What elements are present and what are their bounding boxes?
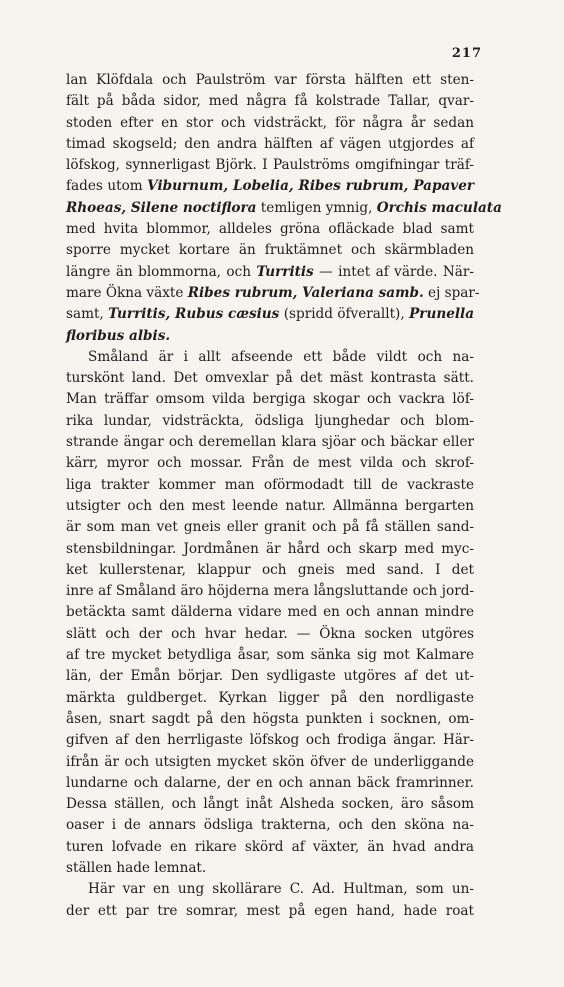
text-segment: temligen ymnig,	[256, 199, 377, 216]
text-line	[66, 581, 474, 602]
text-segment: der ett par tre somrar, mest på egen hand, hade roat	[66, 902, 474, 919]
text-line	[66, 709, 474, 730]
text-segment: gifven af den herrligaste löfskog och frodiga ängar. Här-	[66, 732, 474, 749]
text-segment: turskönt land. Det omvexlar på det mäst kontrasta sätt.	[66, 370, 474, 387]
text-segment: utsigter och den mest leende natur. Allmänna bergarten	[66, 497, 474, 514]
text-segment: ej spar-	[423, 284, 480, 301]
text-line	[66, 155, 474, 176]
text-line	[66, 326, 474, 347]
text-segment: kärr, myror och mossar. Från de mest vilda och skrof-	[66, 455, 474, 472]
text-segment: märkta guldberget. Kyrkan ligger på den nordligaste	[66, 689, 474, 706]
text-line	[66, 602, 474, 623]
text-segment: Man träffar omsom vilda bergiga skogar och vackra löf-	[66, 391, 474, 408]
text-line	[66, 219, 474, 240]
text-segment: ket kullerstenar, klappur och gneis med sand. I det	[66, 561, 474, 578]
text-line	[66, 389, 474, 410]
text-segment: mare Ökna växte	[66, 284, 188, 301]
text-segment: fält på båda sidor, med några få kolstrade Tallar, qvar-	[66, 93, 474, 110]
text-line	[66, 176, 474, 197]
text-line	[66, 453, 474, 474]
italic-text-segment: floribus albis.	[66, 327, 171, 344]
text-line	[66, 240, 474, 261]
text-line	[66, 560, 474, 581]
italic-text-segment: Orchis maculata	[376, 199, 502, 216]
text-segment: inre af Småland äro höjderna mera långsluttande och jord-	[66, 583, 474, 600]
text-line	[66, 347, 474, 368]
text-segment: liga trakter kommer man oförmodadt till de vackraste	[66, 476, 474, 493]
text-segment: Här var en ung skollärare C. Ad. Hultman, som un-	[88, 881, 474, 898]
text-line	[66, 815, 474, 836]
text-line	[66, 645, 474, 666]
text-segment: lan Klöfdala och Paulström var första hälften ett sten-	[66, 72, 474, 88]
text-line	[66, 858, 474, 879]
text-line	[66, 539, 474, 560]
text-segment: löfskog, synnerligast Björk. I Paulströms omgifningar träf-	[66, 157, 474, 174]
text-line	[66, 113, 474, 134]
italic-text-segment: Ribes rubrum, Valeriana samb.	[187, 284, 424, 301]
text-segment: Småland är i allt afseende ett både vildt och na-	[88, 348, 474, 365]
page-number: 217	[451, 46, 482, 61]
text-line	[66, 134, 474, 155]
text-line	[66, 901, 474, 922]
text-line	[66, 666, 474, 687]
text-segment: slätt och der och hvar hedar. — Ökna socken utgöres	[66, 625, 474, 642]
text-segment: åsen, snart sagdt på den högsta punkten i socknen, om-	[66, 710, 474, 727]
italic-text-segment: Turritis, Rubus cæsius	[108, 306, 280, 323]
text-line	[66, 794, 474, 815]
text-line	[66, 198, 502, 219]
text-segment: längre än blommorna, och	[66, 263, 257, 280]
text-segment: är som man vet gneis eller granit och på få ställen sand-	[66, 519, 474, 536]
text-segment: sporre mycket kortare än fruktämnet och skärmbladen	[66, 242, 474, 259]
text-line	[66, 624, 474, 645]
text-line	[66, 730, 474, 751]
text-line	[66, 837, 474, 858]
text-segment: ställen hade lemnat.	[66, 859, 207, 876]
text-line	[66, 517, 474, 538]
text-line	[66, 475, 474, 496]
italic-text-segment: Turritis	[256, 263, 314, 280]
text-line	[66, 304, 474, 325]
text-segment: timad skogseld; den andra hälften af vägen utgjordes af	[66, 135, 474, 152]
text-line	[66, 879, 474, 900]
body-text	[66, 70, 502, 922]
text-segment: betäckta samt dälderna vidare med en och annan mindre	[66, 604, 474, 621]
text-line	[66, 91, 474, 112]
text-line	[66, 688, 474, 709]
italic-text-segment: Prunella	[409, 306, 474, 323]
text-segment: samt,	[66, 306, 109, 323]
text-segment: — intet af värde. När-	[313, 263, 474, 280]
text-line	[66, 70, 474, 91]
text-segment: oaser i de annars ödsliga trakterna, och den sköna na-	[66, 817, 474, 834]
text-segment: stoden efter en stor och vidsträckt, för några år sedan	[66, 114, 474, 131]
text-segment: (spridd öfverallt),	[279, 306, 410, 323]
text-line	[66, 432, 474, 453]
text-line	[66, 496, 474, 517]
text-line	[66, 368, 474, 389]
text-segment: stensbildningar. Jordmånen är hård och skarp med myc-	[66, 540, 474, 557]
text-line	[66, 773, 474, 794]
text-segment: fades utom	[66, 178, 148, 195]
text-segment: strande ängar och deremellan klara sjöar och bäckar eller	[66, 434, 474, 451]
text-line	[66, 411, 474, 432]
text-line	[66, 752, 474, 773]
text-segment: turen lofvade en rikare skörd af växter, än hvad andra	[66, 838, 474, 855]
text-segment: Dessa ställen, och långt inåt Alsheda socken, äro såsom	[66, 796, 474, 813]
text-segment: med hvita blommor, alldeles gröna ofläckade blad samt	[66, 221, 474, 238]
text-line	[66, 283, 480, 304]
text-line	[66, 262, 474, 283]
text-segment: lundarne och dalarne, der en och annan bäck framrinner.	[66, 774, 474, 791]
text-segment: ifrån är och utsigten mycket skön öfver de underliggande	[66, 753, 474, 770]
text-segment: län, der Emån börjar. Den sydligaste utgöres af det ut-	[66, 668, 474, 685]
italic-text-segment: Viburnum, Lobelia, Ribes rubrum, Papaver	[147, 178, 475, 195]
italic-text-segment: Rhoeas, Silene noctiflora	[66, 199, 257, 216]
text-segment: af tre mycket betydliga åsar, som sänka sig mot Kalmare	[66, 647, 474, 664]
text-segment: rika lundar, vidsträckta, ödsliga ljunghedar och blom-	[66, 412, 474, 429]
